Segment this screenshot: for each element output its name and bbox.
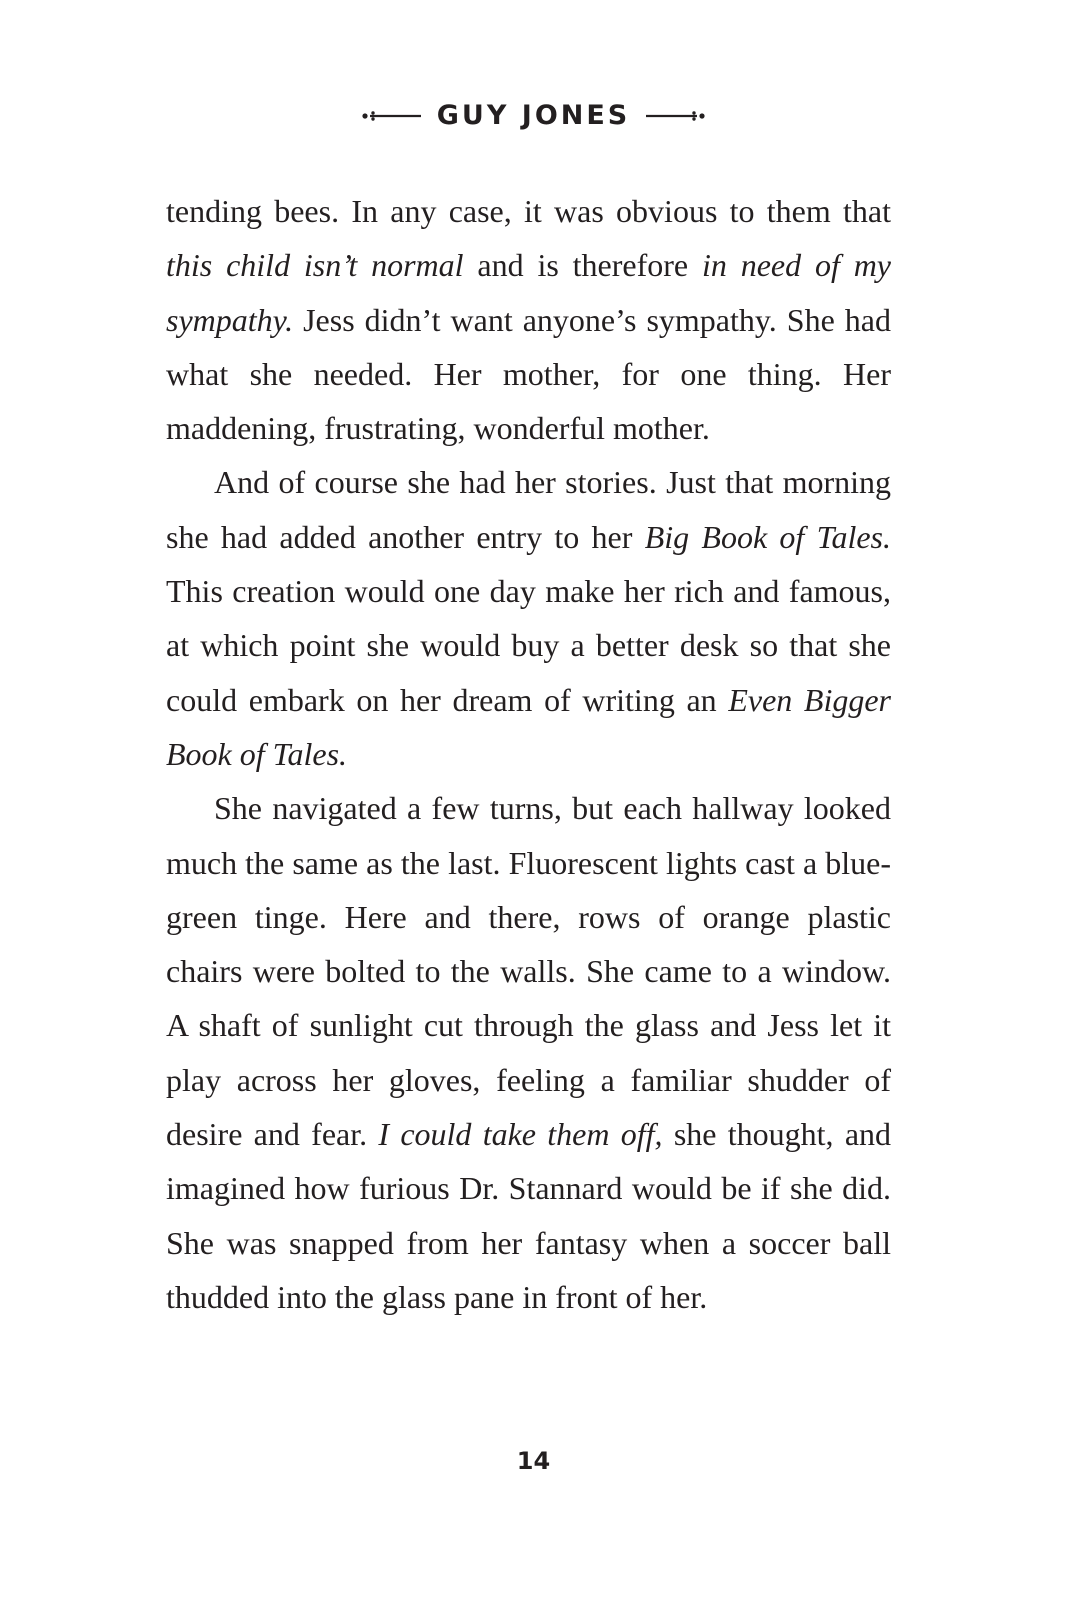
italic-text-run: in need of my sympathy. — [166, 247, 892, 338]
page-number: 14 — [516, 1447, 551, 1475]
italic-text-run: Big Book of Tales. — [644, 518, 892, 555]
text-run: tending bees. In any case, it was obvious to them that — [166, 193, 891, 229]
italic-text-run: this child isn’t normal — [166, 247, 464, 284]
right-ornament-icon — [644, 109, 706, 123]
text-run: She navigated a few turns, but each hallway looked much the same as the last. Fluorescent lights cast a blue-green tinge. Here and there, rows of orange plastic chairs were bolted to the walls. She came to a window. A shaft of sunlight cut through the glass and Jess let it play across her gloves, feeling a familiar shudder of desire and fear. — [166, 790, 891, 1153]
paragraph — [166, 455, 891, 781]
text-run: Jess didn’t want anyone’s sympathy. She had what she needed. Her mother, for one thing. Her maddening, frustrating, wonderful mother. — [166, 301, 891, 447]
body-text — [166, 184, 891, 1324]
paragraph — [166, 184, 891, 455]
left-ornament-icon — [361, 109, 423, 123]
text-run: and is therefore — [463, 247, 702, 284]
text-run: This creation would one day make her rich and famous, at which point she would buy a better desk so that she could embark on her dream of writing an — [166, 573, 891, 718]
running-head — [0, 96, 1067, 136]
italic-text-run: I could take them off, — [378, 1116, 663, 1153]
text-run: And of course she had her stories. Just that morning she had added another entry to her — [166, 464, 891, 555]
running-head-title: GUY JONES — [436, 100, 631, 131]
italic-text-run: Even Bigger Book of Tales. — [166, 681, 892, 772]
text-run: she thought, and imagined how furious Dr. Stannard would be if she did. She was snapped from her fantasy when a soccer ball thudded into the glass pane in front of her. — [166, 1116, 892, 1315]
paragraph — [166, 781, 891, 1324]
